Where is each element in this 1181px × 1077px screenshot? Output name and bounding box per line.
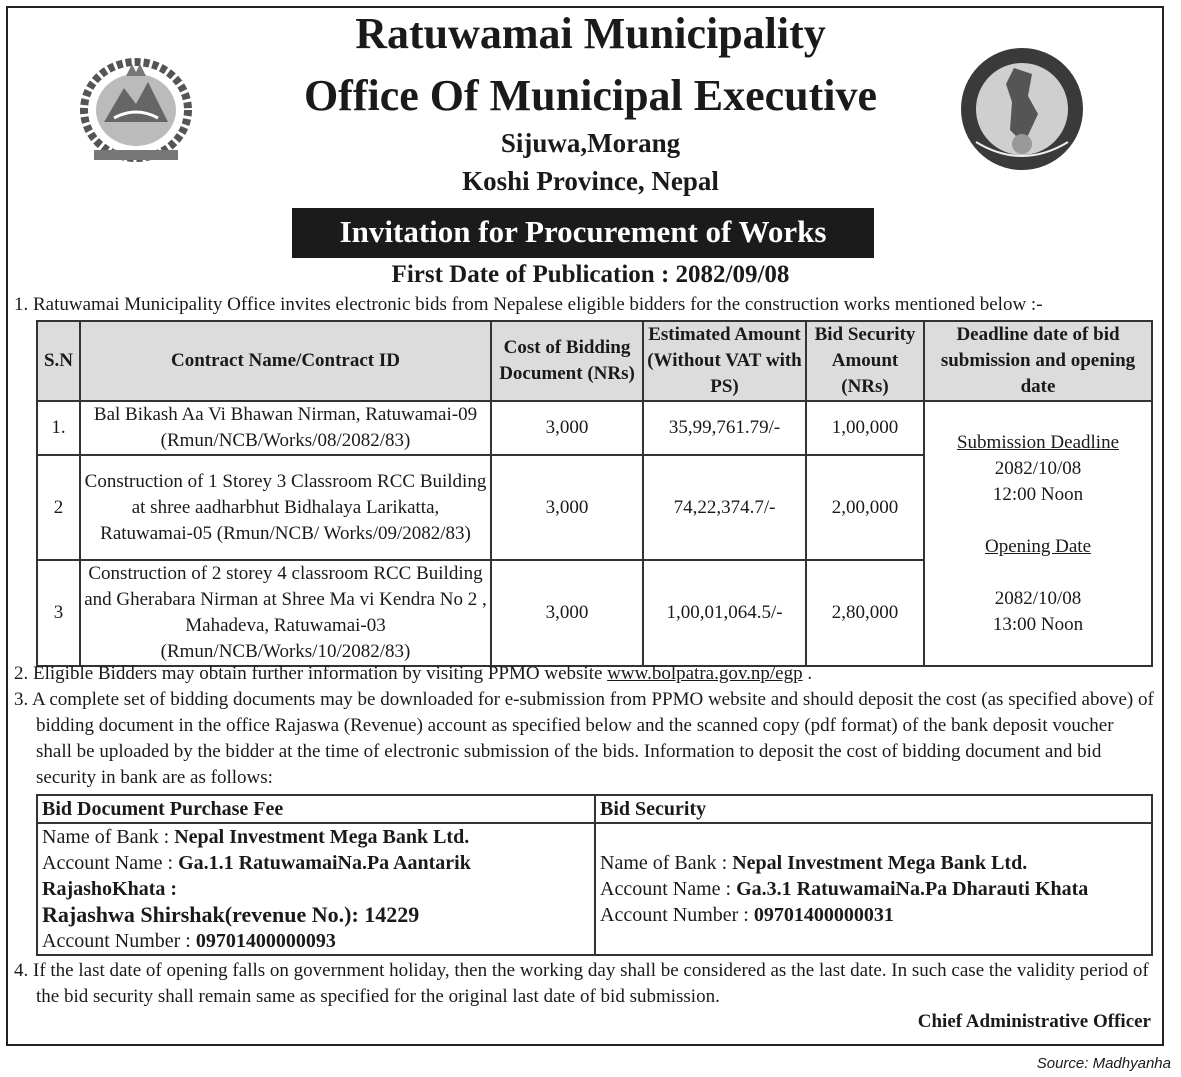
deadline-cell — [924, 401, 1152, 666]
publication-date: First Date of Publication : 2082/09/08 — [391, 261, 790, 288]
row-cost: 3,000 — [491, 401, 643, 455]
municipality-title: Ratuwamai Municipality — [355, 9, 826, 58]
paragraph-3: 3. A complete set of bidding documents may be downloaded for e-submission from PPMO website and should deposit the cost (as specified above) of bidding document in the office Rajaswa (Revenue) account as specified below and the scanned copy (pdf format) of the bank deposit voucher shall be uploaded by the bidder at the time of electronic submission of the bids. Information to deposit the cost of bidding document and bid security in bank are as follows: — [14, 689, 1154, 788]
ppmo-website-link[interactable]: www.bolpatra.gov.np/egp — [607, 663, 803, 684]
row-contract-name: Construction of 2 storey 4 classroom RCC Building and Gherabara Nirman at Shree Ma vi Kendra No 2 , Mahadeva, Ratuwamai-03 (Rmun/NCB/Works/10/2082/83) — [80, 560, 491, 666]
row-estimate: 74,22,374.7/- — [643, 455, 806, 560]
security-number-label: Account Number : — [600, 904, 754, 926]
source-credit: Source: Madhyanha — [1036, 1055, 1171, 1072]
submission-time: 12:00 Noon — [992, 483, 1084, 505]
fee-number-label: Account Number : — [42, 930, 196, 952]
header-cost: Cost of Bidding Document (NRs) — [491, 321, 643, 401]
row-sn: 2 — [37, 455, 80, 560]
header-security: Bid Security Amount (NRs) — [806, 321, 924, 401]
paragraph-4: 4. If the last date of opening falls on government holiday, then the working day shall be considered as the last date. In such case the validity period of the bid security shall remain same as specified for the original last date of bid submission. — [14, 960, 1149, 1007]
row-cost: 3,000 — [491, 455, 643, 560]
address-line-2: Koshi Province, Nepal — [462, 166, 719, 196]
opening-date: 2082/10/08 — [994, 587, 1082, 609]
address-line-1: Sijuwa,Morang — [500, 128, 681, 158]
office-title: Office Of Municipal Executive — [303, 71, 878, 120]
fee-heading: Bid Document Purchase Fee — [37, 795, 595, 823]
paragraph-2 — [14, 661, 1164, 687]
fee-account-name: Ga.1.1 RatuwamaiNa.Pa Aantarik RajashoKhata : — [42, 852, 471, 900]
header-contract-name: Contract Name/Contract ID — [80, 321, 491, 401]
header-estimate: Estimated Amount (Without VAT with PS) — [643, 321, 806, 401]
submission-deadline-label: Submission Deadline — [956, 431, 1120, 453]
row-cost: 3,000 — [491, 560, 643, 666]
paragraph-2-text: 2. Eligible Bidders may obtain further information by visiting PPMO website — [14, 663, 608, 684]
security-account-label: Account Name : — [600, 878, 737, 900]
fee-details — [37, 823, 595, 955]
header-deadline: Deadline date of bid submission and opening date — [924, 321, 1152, 401]
fee-account-number: 09701400000093 — [195, 930, 336, 952]
row-contract-name: Construction of 1 Storey 3 Classroom RCC Building at shree aadharbhut Bidhalaya Larikatta, Ratuwamai-05 (Rmun/NCB/ Works/09/2082/83) — [80, 455, 491, 560]
security-account-number: 09701400000031 — [753, 904, 894, 926]
security-heading: Bid Security — [595, 795, 1152, 823]
signature-title: Chief Administrative Officer — [917, 1011, 1151, 1032]
header-sn: S.N — [37, 321, 80, 401]
paragraph-2-end: . — [802, 663, 813, 684]
opening-time: 13:00 Noon — [992, 613, 1084, 635]
row-estimate: 1,00,01,064.5/- — [643, 560, 806, 666]
fee-bank-label: Name of Bank : — [42, 826, 175, 848]
fee-bank-name: Nepal Investment Mega Bank Ltd. — [174, 826, 470, 848]
fee-revenue-number: Rajashwa Shirshak(revenue No.): 14229 — [42, 902, 420, 927]
security-account-name: Ga.3.1 RatuwamaiNa.Pa Dharauti Khata — [736, 878, 1089, 900]
row-security: 2,80,000 — [806, 560, 924, 666]
works-table — [36, 320, 1153, 667]
fee-account-label: Account Name : — [42, 852, 179, 874]
table-row — [37, 401, 1152, 455]
row-security: 2,00,000 — [806, 455, 924, 560]
row-contract-name: Bal Bikash Aa Vi Bhawan Nirman, Ratuwamai-09 (Rmun/NCB/Works/08/2082/83) — [80, 401, 491, 455]
notice-title-banner: Invitation for Procurement of Works — [292, 208, 874, 258]
row-sn: 1. — [37, 401, 80, 455]
table-header-row — [37, 321, 1152, 401]
bank-details-table — [36, 794, 1153, 956]
submission-date: 2082/10/08 — [994, 457, 1082, 479]
row-security: 1,00,000 — [806, 401, 924, 455]
paragraph-1: 1. Ratuwamai Municipality Office invites electronic bids from Nepalese eligible bidders for the construction works mentioned below :- — [14, 294, 1043, 315]
opening-date-label: Opening Date — [984, 535, 1092, 557]
row-sn: 3 — [37, 560, 80, 666]
security-bank-label: Name of Bank : — [600, 852, 733, 874]
row-estimate: 35,99,761.79/- — [643, 401, 806, 455]
security-details — [595, 823, 1152, 955]
security-bank-name: Nepal Investment Mega Bank Ltd. — [732, 852, 1028, 874]
